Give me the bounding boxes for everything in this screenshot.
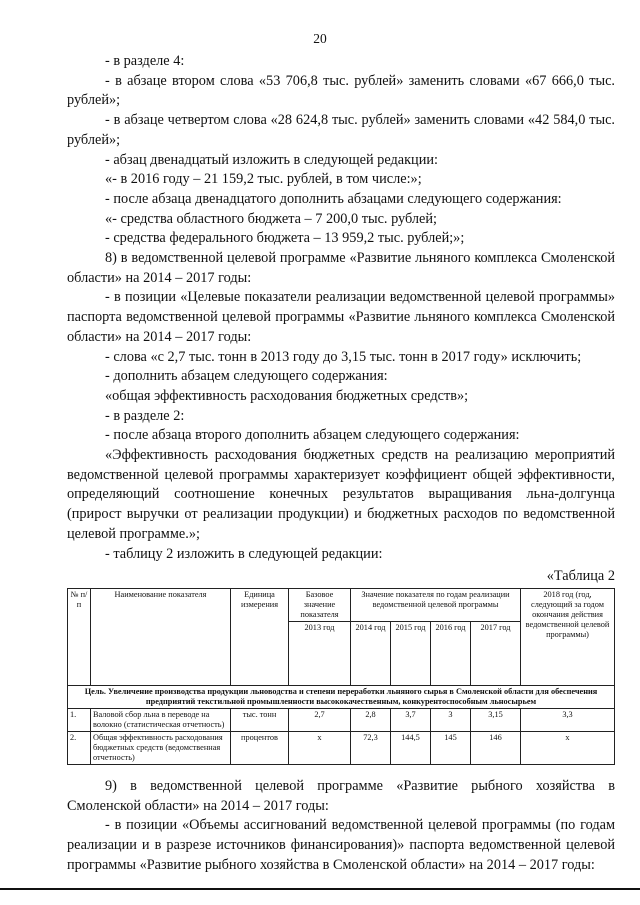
paragraphs-bottom	[67, 777, 615, 876]
paragraph: «- в 2016 году – 21 159,2 тыс. рублей, в том числе:»;	[105, 171, 422, 188]
cell-y2015: 144,5	[391, 731, 431, 764]
header-years: Значение показателя по годам реализации ведомственной целевой программы	[351, 588, 521, 621]
cell-name: Валовой сбор льна в переводе на волокно (статистическая отчетность)	[91, 708, 231, 731]
cell-num: 1.	[68, 708, 91, 731]
header-base-year: 2013 год	[289, 621, 351, 685]
header-next-year: 2018 год (год, следующий за годом окончания действия ведомственной целевой программы)	[521, 588, 615, 685]
paragraph: 8) в ведомственной целевой программе «Развитие льняного комплекса Смоленской области» на 2014 – 2017 годы:	[67, 250, 615, 286]
header-year-2016: 2016 год	[431, 621, 471, 685]
table-body	[68, 708, 615, 764]
paragraph: - после абзаца второго дополнить абзацем следующего содержания:	[105, 427, 520, 444]
paragraph: - в позиции «Целевые показатели реализации ведомственной целевой программы» паспорта ведомственной целевой программы «Развитие льняного комплекса Смоленской области» на 2014 – 2017 годы:	[67, 289, 615, 345]
cell-next: 3,3	[521, 708, 615, 731]
paragraph: - в разделе 2:	[105, 407, 185, 424]
paragraph: - в разделе 4:	[105, 53, 185, 69]
paragraph: - слова «с 2,7 тыс. тонн в 2013 году до 3,15 тыс. тонн в 2017 году» исключить;	[105, 348, 582, 365]
cell-num: 2.	[68, 731, 91, 764]
paragraph: - средства федерального бюджета – 13 959,2 тыс. рублей;»;	[105, 230, 465, 247]
header-year-2015: 2015 год	[391, 621, 431, 685]
paragraph: «Эффективность расходования бюджетных средств на реализацию мероприятий ведомственной целевой программы характеризует коэффициент общей эффективности, определяющий соотношение конечных результатов выращивания льна-долгунца (прирост выручки от реализации продукции) и бюджетных расходов по ведомственной целевой программе.»;	[67, 447, 615, 542]
header-name: Наименование показателя	[91, 588, 231, 685]
cell-y2014: 72,3	[351, 731, 391, 764]
paragraph: 9) в ведомственной целевой программе «Развитие рыбного хозяйства в Смоленской области» на 2014 – 2017 годы:	[67, 777, 615, 814]
paragraph: - таблицу 2 изложить в следующей редакции:	[105, 545, 383, 562]
cell-unit: тыс. тонн	[231, 708, 289, 731]
table-row	[68, 731, 615, 764]
table-header-row	[68, 588, 615, 621]
header-base: Базовое значение показателя	[289, 588, 351, 621]
table-row	[68, 708, 615, 731]
header-year-2014: 2014 год	[351, 621, 391, 685]
cell-name: Общая эффективность расходования бюджетных средств (ведомственная отчетность)	[91, 731, 231, 764]
goal-row	[68, 685, 615, 708]
paragraph: «общая эффективность расходования бюджетных средств»;	[105, 387, 469, 404]
paragraph: - в абзаце четвертом слова «28 624,8 тыс. рублей» заменить словами «42 584,0 тыс. рублей»;	[67, 112, 615, 148]
header-num: № п/п	[68, 588, 91, 685]
cell-y2015: 3,7	[391, 708, 431, 731]
cell-base: 2,7	[289, 708, 351, 731]
paragraphs-top	[67, 52, 615, 564]
paragraph: - дополнить абзацем следующего содержания:	[105, 368, 388, 385]
table-caption: «Таблица 2	[546, 568, 615, 585]
document-body	[67, 52, 615, 876]
header-year-2017: 2017 год	[471, 621, 521, 685]
header-unit: Единица измерения	[231, 588, 289, 685]
page-number: 20	[313, 31, 327, 46]
goal-cell: Цель. Увеличение производства продукции льноводства и степени переработки льняного сырья в Смоленской области для обеспечения предприятий текстильной промышленности высококачественным, конкурентоспособным льносырьем	[68, 685, 615, 708]
paragraph: - в абзаце втором слова «53 706,8 тыс. рублей» заменить словами «67 666,0 тыс. рублей»;	[67, 72, 615, 109]
cell-y2016: 145	[431, 731, 471, 764]
cell-y2017: 3,15	[471, 708, 521, 731]
indicators-table	[67, 588, 615, 765]
paragraph: «- средства областного бюджета – 7 200,0 тыс. рублей;	[105, 210, 438, 227]
cell-base: х	[289, 731, 351, 764]
paragraph: - абзац двенадцатый изложить в следующей редакции:	[105, 151, 438, 168]
paragraph: - в позиции «Объемы ассигнований ведомственной целевой программы (по годам реализации и в разрезе источников финансирования)» паспорта ведомственной целевой программы «Развитие рыбного хозяйства в Смоленской области» на 2014 – 2017 годы:	[67, 817, 615, 873]
cell-y2014: 2,8	[351, 708, 391, 731]
cell-unit: процентов	[231, 731, 289, 764]
bottom-rule	[0, 888, 640, 890]
cell-y2017: 146	[471, 731, 521, 764]
paragraph: - после абзаца двенадцатого дополнить абзацами следующего содержания:	[105, 190, 562, 207]
cell-y2016: 3	[431, 708, 471, 731]
cell-next: х	[521, 731, 615, 764]
